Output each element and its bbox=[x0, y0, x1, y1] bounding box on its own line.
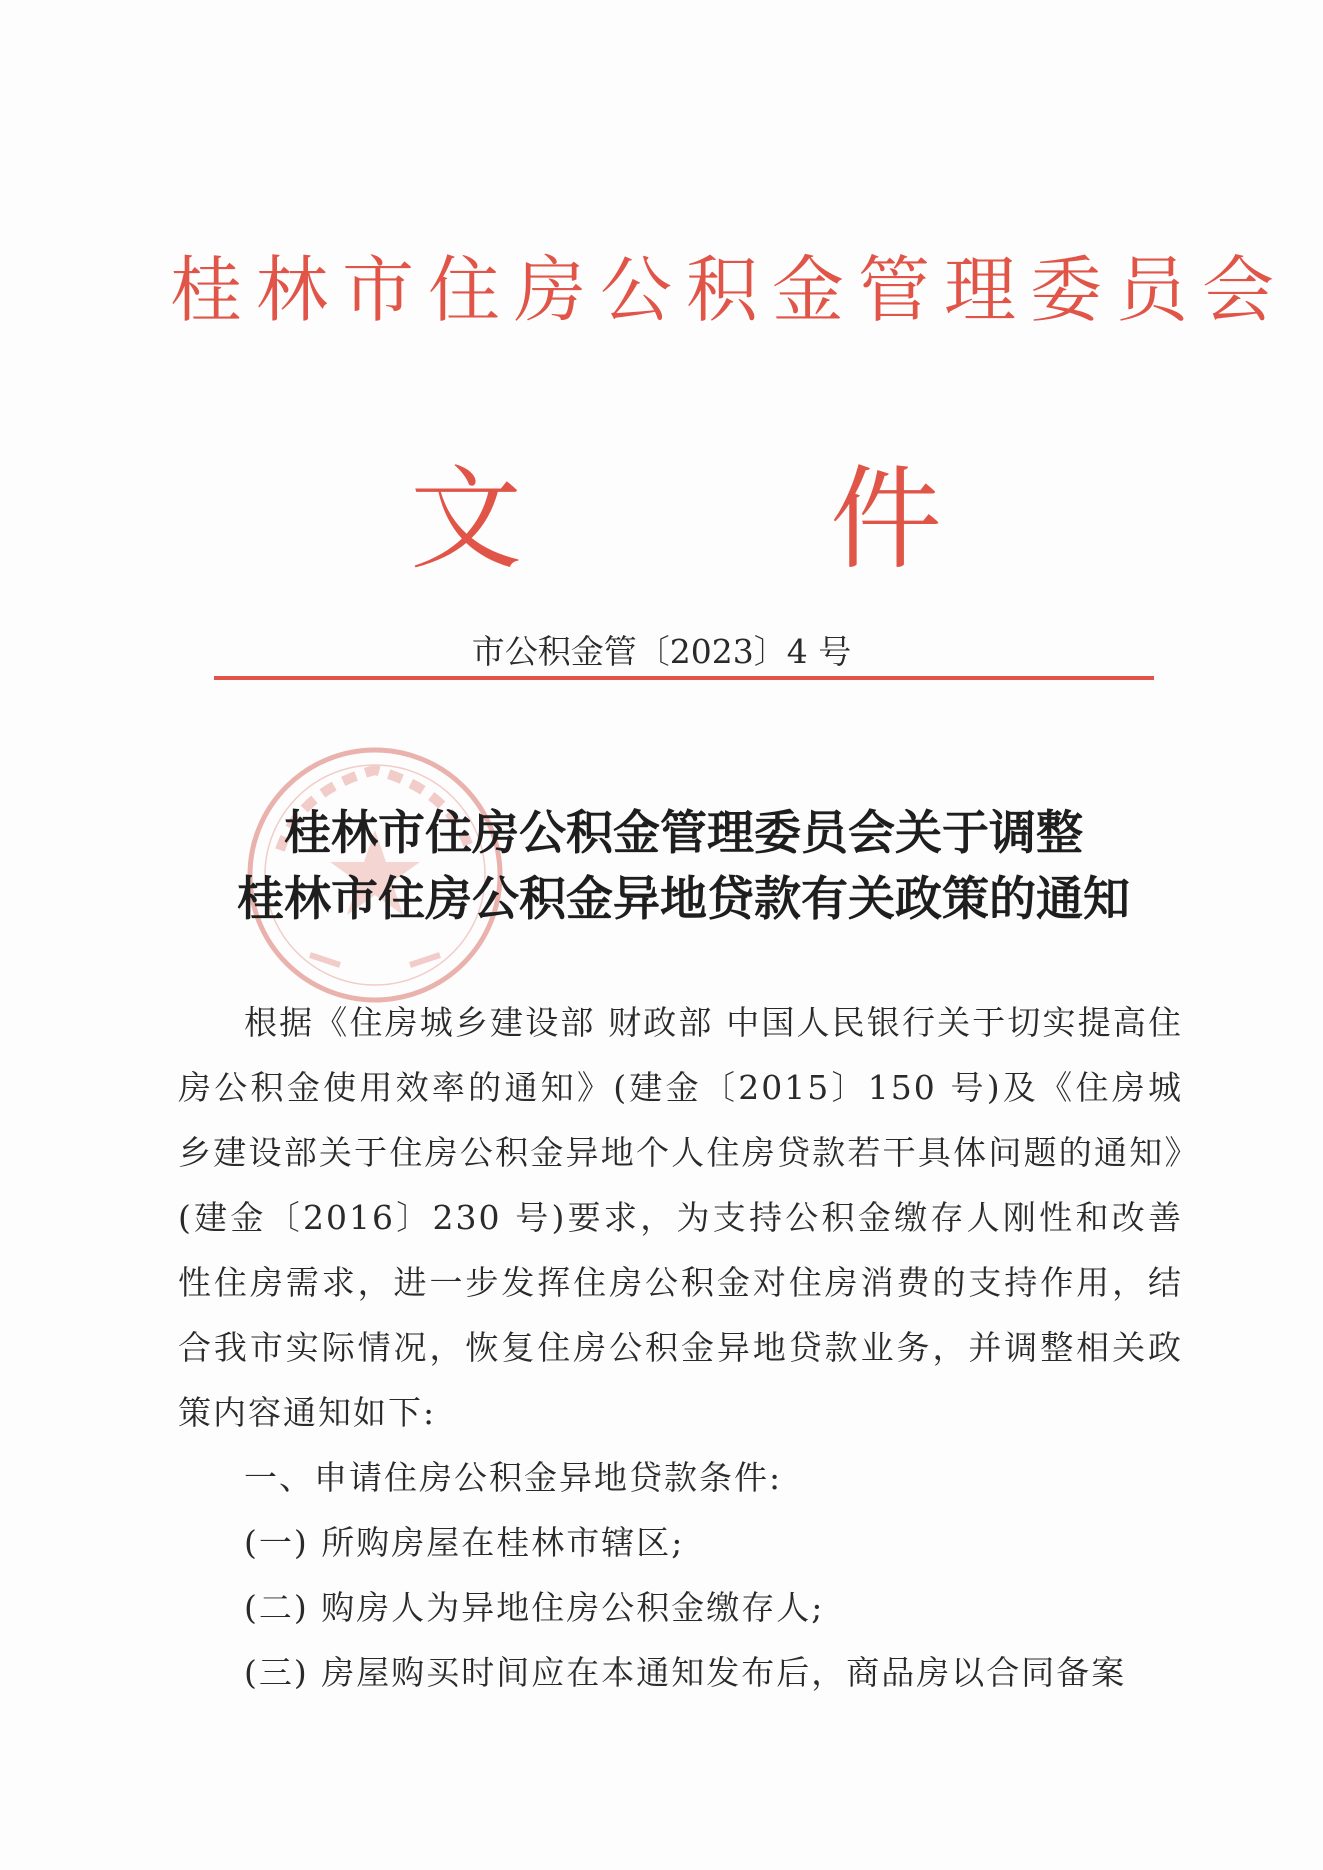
document-number: 市公积金管〔2023〕4 号 bbox=[471, 632, 852, 671]
condition-item-3: (三) 房屋购买时间应在本通知发布后，商品房以合同备案 bbox=[244, 1653, 1127, 1692]
condition-item-2: (二) 购房人为异地住房公积金缴存人; bbox=[244, 1588, 825, 1627]
document-label-wen: 文 bbox=[410, 455, 522, 585]
red-divider-line bbox=[214, 676, 1154, 680]
notice-body bbox=[178, 990, 1183, 1705]
section-heading-1: 一、申请住房公积金异地贷款条件: bbox=[244, 1458, 783, 1497]
document-label-jian: 件 bbox=[830, 455, 942, 585]
notice-title-line-2: 桂林市住房公积金异地贷款有关政策的通知 bbox=[237, 872, 1130, 927]
issuing-organization-header: 桂林市住房公积金管理委员会 bbox=[170, 248, 1289, 332]
intro-paragraph: 根据《住房城乡建设部 财政部 中国人民银行关于切实提高住房公积金使用效率的通知》(建金〔2015〕150 号)及《住房城乡建设部关于住房公积金异地个人住房贷款若干具体问题的通知》(建金〔2016〕230 号)要求，为支持公积金缴存人刚性和改善性住房需求，进一步发挥住房公积金对住房消费的支持作用，结合我市实际情况，恢复住房公积金异地贷款业务，并调整相关政策内容通知如下: bbox=[178, 1003, 1183, 1432]
condition-item-1: (一) 所购房屋在桂林市辖区; bbox=[244, 1523, 685, 1562]
notice-title-line-1: 桂林市住房公积金管理委员会关于调整 bbox=[284, 806, 1083, 861]
